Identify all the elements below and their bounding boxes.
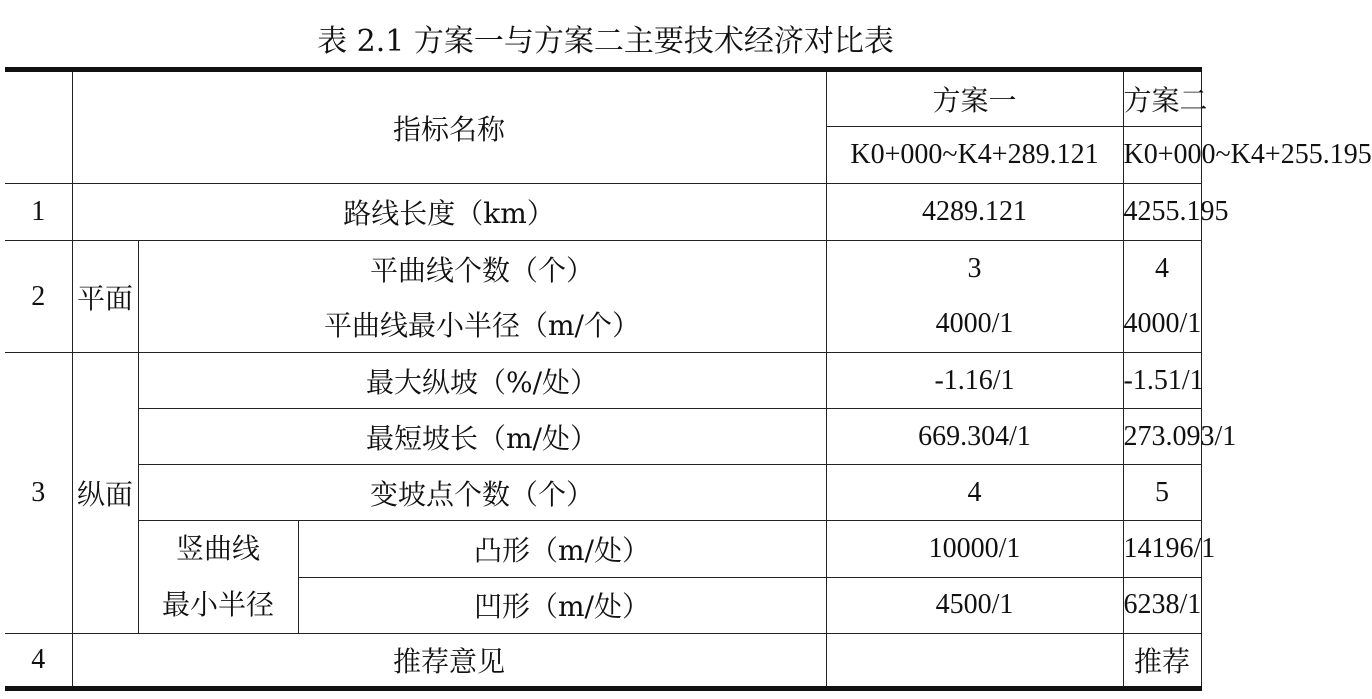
table-row bbox=[5, 353, 1201, 409]
sub-group-line1: 竖曲线 bbox=[175, 532, 260, 565]
group-label: 平面 bbox=[72, 241, 138, 353]
indicator-name: 凹形（m/处） bbox=[298, 577, 826, 634]
plan1-value: 4000/1 bbox=[826, 297, 1123, 353]
plan2-value: 273.093/1 bbox=[1123, 409, 1201, 465]
header-index-cell bbox=[5, 70, 72, 184]
table-caption: 表 2.1 方案一与方案二主要技术经济对比表 bbox=[317, 24, 894, 59]
group-label: 纵面 bbox=[72, 353, 138, 634]
header-plan1: 方案一 bbox=[826, 70, 1123, 127]
plan2-value: 4 bbox=[1123, 241, 1201, 297]
plan1-value: 4500/1 bbox=[826, 577, 1123, 634]
table-row bbox=[5, 184, 1201, 241]
sub-group-line2: 最小半径 bbox=[161, 588, 274, 621]
plan1-value: 10000/1 bbox=[826, 521, 1123, 578]
plan1-value: 669.304/1 bbox=[826, 409, 1123, 465]
table-row bbox=[5, 297, 1201, 353]
table-row bbox=[5, 241, 1201, 297]
row-number: 1 bbox=[5, 184, 72, 241]
indicator-name: 最短坡长（m/处） bbox=[138, 409, 826, 465]
indicator-name: 变坡点个数（个） bbox=[138, 465, 826, 521]
plan1-value: -1.16/1 bbox=[826, 353, 1123, 409]
plan1-value: 4 bbox=[826, 465, 1123, 521]
header-indicator: 指标名称 bbox=[72, 70, 826, 184]
indicator-name: 平曲线个数（个） bbox=[138, 241, 826, 297]
plan2-value: 14196/1 bbox=[1123, 521, 1201, 578]
header-plan2: 方案二 bbox=[1123, 70, 1201, 127]
plan2-value: 5 bbox=[1123, 465, 1201, 521]
plan1-value: 4289.121 bbox=[826, 184, 1123, 241]
plan2-value: 4000/1 bbox=[1123, 297, 1201, 353]
table-row bbox=[5, 634, 1201, 689]
plan2-value: 推荐 bbox=[1123, 634, 1201, 689]
comparison-table bbox=[5, 67, 1372, 691]
table-row bbox=[5, 409, 1201, 465]
table-row bbox=[5, 465, 1201, 521]
row-number: 2 bbox=[5, 241, 72, 353]
row-number: 3 bbox=[5, 353, 72, 634]
plan2-value: 6238/1 bbox=[1123, 577, 1201, 634]
indicator-name: 推荐意见 bbox=[72, 634, 826, 689]
indicator-name: 路线长度（km） bbox=[72, 184, 826, 241]
table-row bbox=[5, 521, 1201, 578]
plan2-value: -1.51/1 bbox=[1123, 353, 1201, 409]
indicator-name: 平曲线最小半径（m/个） bbox=[138, 297, 826, 353]
indicator-name: 最大纵坡（%/处） bbox=[138, 353, 826, 409]
indicator-name: 凸形（m/处） bbox=[298, 521, 826, 578]
sub-group-label bbox=[138, 521, 298, 634]
plan2-value: 4255.195 bbox=[1123, 184, 1201, 241]
header-plan1-range: K0+000~K4+289.121 bbox=[826, 127, 1123, 184]
header-plan2-range: K0+000~K4+255.195 bbox=[1123, 127, 1201, 184]
plan1-value: 3 bbox=[826, 241, 1123, 297]
plan1-value bbox=[826, 634, 1123, 689]
row-number: 4 bbox=[5, 634, 72, 689]
